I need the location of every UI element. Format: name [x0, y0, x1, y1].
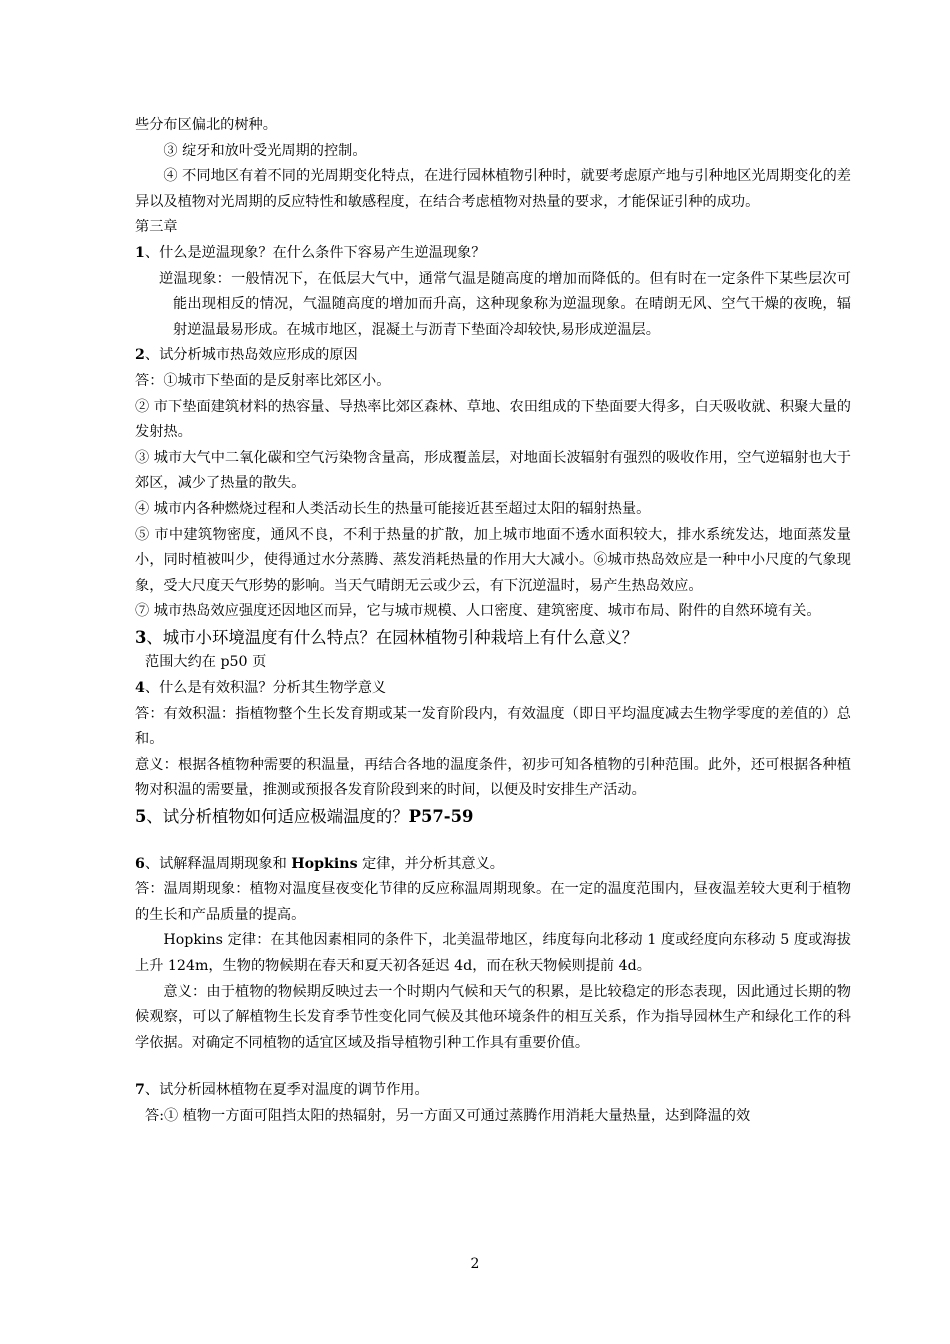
question-4-number: 4 [135, 680, 145, 697]
paragraph-line-1: 些分布区偏北的树种。 [135, 117, 277, 133]
question-5 [135, 804, 851, 830]
answer-2-item-1: 答：①城市下垫面的是反射率比郊区小。 [135, 372, 391, 389]
question-3 [135, 625, 851, 651]
answer-7-item-1: 答:① 植物一方面可阻挡太阳的热辐射，另一方面又可通过蒸腾作用消耗大量热量，达到降温的效 [145, 1107, 751, 1124]
question-5-number: 5 [135, 807, 147, 827]
question-2-number: 2 [135, 347, 145, 364]
question-7-text: 、试分析园林植物在夏季对温度的调节作用。 [144, 1082, 429, 1099]
blank-line [135, 830, 851, 852]
answer-6-hopkins-law: Hopkins 定律：在其他因素相同的条件下，北美温带地区，纬度每向北移动 1 度或经度向东移动 5 度或海拔上升 124m，生物的物候期在春天和夏天初各延迟 4d，而在秋天物候则提前 4d。 [135, 932, 851, 974]
document-body [135, 113, 851, 1130]
answer-2-item-3: ③ 城市大气中二氧化碳和空气污染物含量高，形成覆盖层，对地面长波辐射有强烈的吸收作用，空气逆辐射也大于郊区，减少了热量的散失。 [135, 449, 851, 492]
answer-2-item-7: ⑦ 城市热岛效应强度还因地区而异，它与城市规模、人口密度、建筑密度、城市布局、附件的自然环境有关。 [135, 603, 821, 620]
answer-2-item-2: ② 市下垫面建筑材料的热容量、导热率比郊区森林、草地、农田组成的下垫面要大得多，白天吸收就、积聚大量的发射热。 [135, 398, 851, 441]
question-1 [135, 241, 851, 267]
question-1-number: 1 [135, 244, 145, 261]
question-6-number: 6 [135, 855, 145, 872]
question-6-text-start: 、试解释温周期现象和 [144, 855, 292, 872]
answer-6-thermoperiod: 答：温周期现象：植物对温度昼夜变化节律的反应称温周期现象。在一定的温度范围内，昼夜温差较大更利于植物的生长和产品质量的提高。 [135, 881, 851, 923]
question-6-text-end: 定律，并分析其意义。 [357, 855, 504, 872]
answer-2-item-5: ⑤ 市中建筑物密度，通风不良，不利于热量的扩散，加上城市地面不透水面积较大，排水系统发达，地面蒸发量小，同时植被叫少，使得通过水分蒸腾、蒸发消耗热量的作用大大减小。⑥城市热岛效应是一种中小尺度的气象现象，受大尺度天气形势的影响。当天气晴朗无云或少云，有下沉逆温时，易产生热岛效应。 [135, 526, 851, 594]
page-number: 2 [470, 1256, 480, 1272]
paragraph-item-4: ④ 不同地区有着不同的光周期变化特点，在进行园林植物引种时，就要考虑原产地与引种地区光周期变化的差异以及植物对光周期的反应特性和敏感程度，在结合考虑植物对热量的要求，才能保证引种的成功。 [135, 168, 851, 210]
answer-4-meaning: 意义：根据各植物种需要的积温量，再结合各地的温度条件，初步可知各植物的引种范围。此外，还可根据各种植物对积温的需要量，推测或预报各发育阶段到来的时间，以便及时安排生产活动。 [135, 756, 851, 799]
question-7-number: 7 [135, 1082, 145, 1099]
chapter-heading: 第三章 [135, 219, 178, 236]
question-1-text: 、什么是逆温现象？在什么条件下容易产生逆温现象？ [144, 244, 486, 261]
question-6 [135, 852, 851, 878]
answer-4-definition: 答：有效积温：指植物整个生长发育期或某一发育阶段内，有效温度（即日平均温度减去生物学零度的差值的）总和。 [135, 705, 851, 748]
answer-6-meaning: 意义：由于植物的物候期反映过去一个时期内气候和天气的积累，是比较稳定的形态表现，因此通过长期的物候观察，可以了解植物生长发育季节性变化同气候及其他环境条件的相互关系，作为指导园林生产和绿化工作的科学依据。对确定不同植物的适宜区域及指导植物引种工作具有重要价值。 [135, 983, 851, 1051]
question-7 [135, 1078, 851, 1104]
question-5-page-ref: P57-59 [408, 807, 474, 827]
question-3-number: 3 [135, 627, 147, 647]
question-2-text: 、试分析城市热岛效应形成的原因 [144, 347, 358, 364]
answer-2-item-4: ④ 城市内各种燃烧过程和人类活动长生的热量可能接近甚至超过太阳的辐射热量。 [135, 500, 651, 517]
question-3-text: 、城市小环境温度有什么特点？在园林植物引种栽培上有什么意义？ [146, 627, 639, 647]
question-6-hopkins: Hopkins [291, 855, 358, 872]
question-4-text: 、什么是有效积温？分析其生物学意义 [144, 680, 387, 697]
question-2 [135, 343, 851, 369]
answer-1: 逆温现象：一般情况下，在低层大气中，通常气温是随高度的增加而降低的。但有时在一定条件下某些层次可能出现相反的情况，气温随高度的增加而升高，这种现象称为逆温现象。在晴朗无风、空气干燥的夜晚，辐射逆温最易形成。在城市地区，混凝土与沥青下垫面冷却较快,易形成逆温层。 [159, 270, 851, 338]
answer-3: 范围大约在 p50 页 [145, 654, 267, 671]
blank-line-2 [135, 1056, 851, 1078]
question-4 [135, 676, 851, 702]
paragraph-item-3: ③ 绽牙和放叶受光周期的控制。 [163, 142, 367, 159]
question-5-text: 、试分析植物如何适应极端温度的？ [146, 807, 409, 827]
